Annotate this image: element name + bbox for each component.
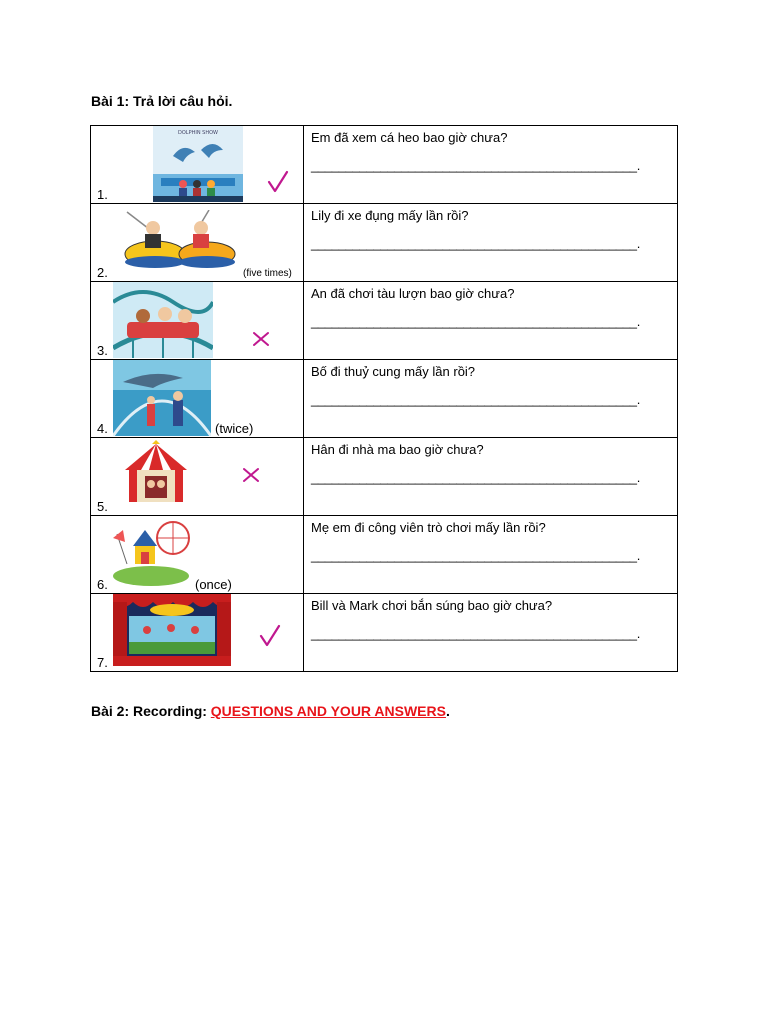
answer-line[interactable]: _______________________________________________. — [311, 158, 641, 173]
row-number: 5. — [97, 499, 108, 514]
row-number: 2. — [97, 265, 108, 280]
exercise-table — [90, 125, 678, 672]
answer-line[interactable]: _______________________________________________. — [311, 236, 641, 251]
row-number: 6. — [97, 577, 108, 592]
picture-cell — [91, 126, 304, 204]
table-row — [91, 594, 678, 672]
cross-mark-icon — [251, 330, 271, 348]
times-note: (once) — [195, 577, 232, 592]
question-text: An đã chơi tàu lượn bao giờ chưa? — [311, 286, 515, 301]
question-text: Bill và Mark chơi bắn súng bao giờ chưa? — [311, 598, 553, 613]
question-text: Em đã xem cá heo bao giờ chưa? — [311, 130, 508, 145]
table-row — [91, 360, 678, 438]
cross-mark-icon — [241, 466, 261, 484]
times-note: (five times) — [243, 268, 292, 279]
question-text: Lily đi xe đụng mấy lần rồi? — [311, 208, 469, 223]
question-text: Bố đi thuỷ cung mấy lần rồi? — [311, 364, 476, 379]
question-cell — [304, 438, 678, 516]
picture-cell — [91, 360, 304, 438]
picture-cell — [91, 594, 304, 672]
answer-line[interactable]: _______________________________________________. — [311, 470, 641, 485]
question-cell — [304, 360, 678, 438]
table-row — [91, 438, 678, 516]
svg-text:DOLPHIN SHOW: DOLPHIN SHOW — [178, 130, 218, 136]
table-row — [91, 282, 678, 360]
aquarium-picture — [113, 360, 211, 436]
circus-tent-picture — [121, 440, 191, 508]
check-mark-icon — [259, 624, 281, 648]
dolphin-show-picture — [153, 126, 243, 202]
question-text: Hân đi nhà ma bao giờ chưa? — [311, 442, 484, 457]
exercise-2-suffix: . — [445, 703, 450, 719]
exercise-2-label: Bài 2: Recording: — [91, 703, 211, 719]
amusement-park-picture — [111, 516, 193, 588]
row-number: 4. — [97, 421, 108, 436]
table-row — [91, 516, 678, 594]
question-cell — [304, 204, 678, 282]
question-text: Mẹ em đi công viên trò chơi mấy lần rồi? — [311, 520, 546, 535]
table-row — [91, 204, 678, 282]
picture-cell — [91, 204, 304, 282]
picture-cell — [91, 516, 304, 594]
bumper-cars-picture — [117, 210, 243, 272]
row-number: 7. — [97, 655, 108, 670]
row-number: 3. — [97, 343, 108, 358]
answer-line[interactable]: _______________________________________________. — [311, 314, 641, 329]
question-cell — [304, 126, 678, 204]
times-note: (twice) — [215, 421, 254, 436]
answer-line[interactable]: _______________________________________________. — [311, 392, 641, 407]
shooting-gallery-picture — [113, 594, 231, 666]
question-cell — [304, 594, 678, 672]
answer-line[interactable]: _______________________________________________. — [311, 548, 641, 563]
answer-line[interactable]: _______________________________________________. — [311, 626, 641, 641]
row-number: 1. — [97, 187, 108, 202]
recording-link[interactable]: QUESTIONS AND YOUR ANSWERS — [210, 703, 446, 719]
exercise-1-title: Bài 1: Trả lời câu hỏi. — [91, 93, 233, 109]
question-cell — [304, 516, 678, 594]
exercise-2-title — [91, 703, 450, 719]
picture-cell — [91, 438, 304, 516]
picture-cell — [91, 282, 304, 360]
table-row — [91, 126, 678, 204]
roller-coaster-picture — [113, 282, 213, 358]
question-cell — [304, 282, 678, 360]
check-mark-icon — [267, 170, 289, 194]
